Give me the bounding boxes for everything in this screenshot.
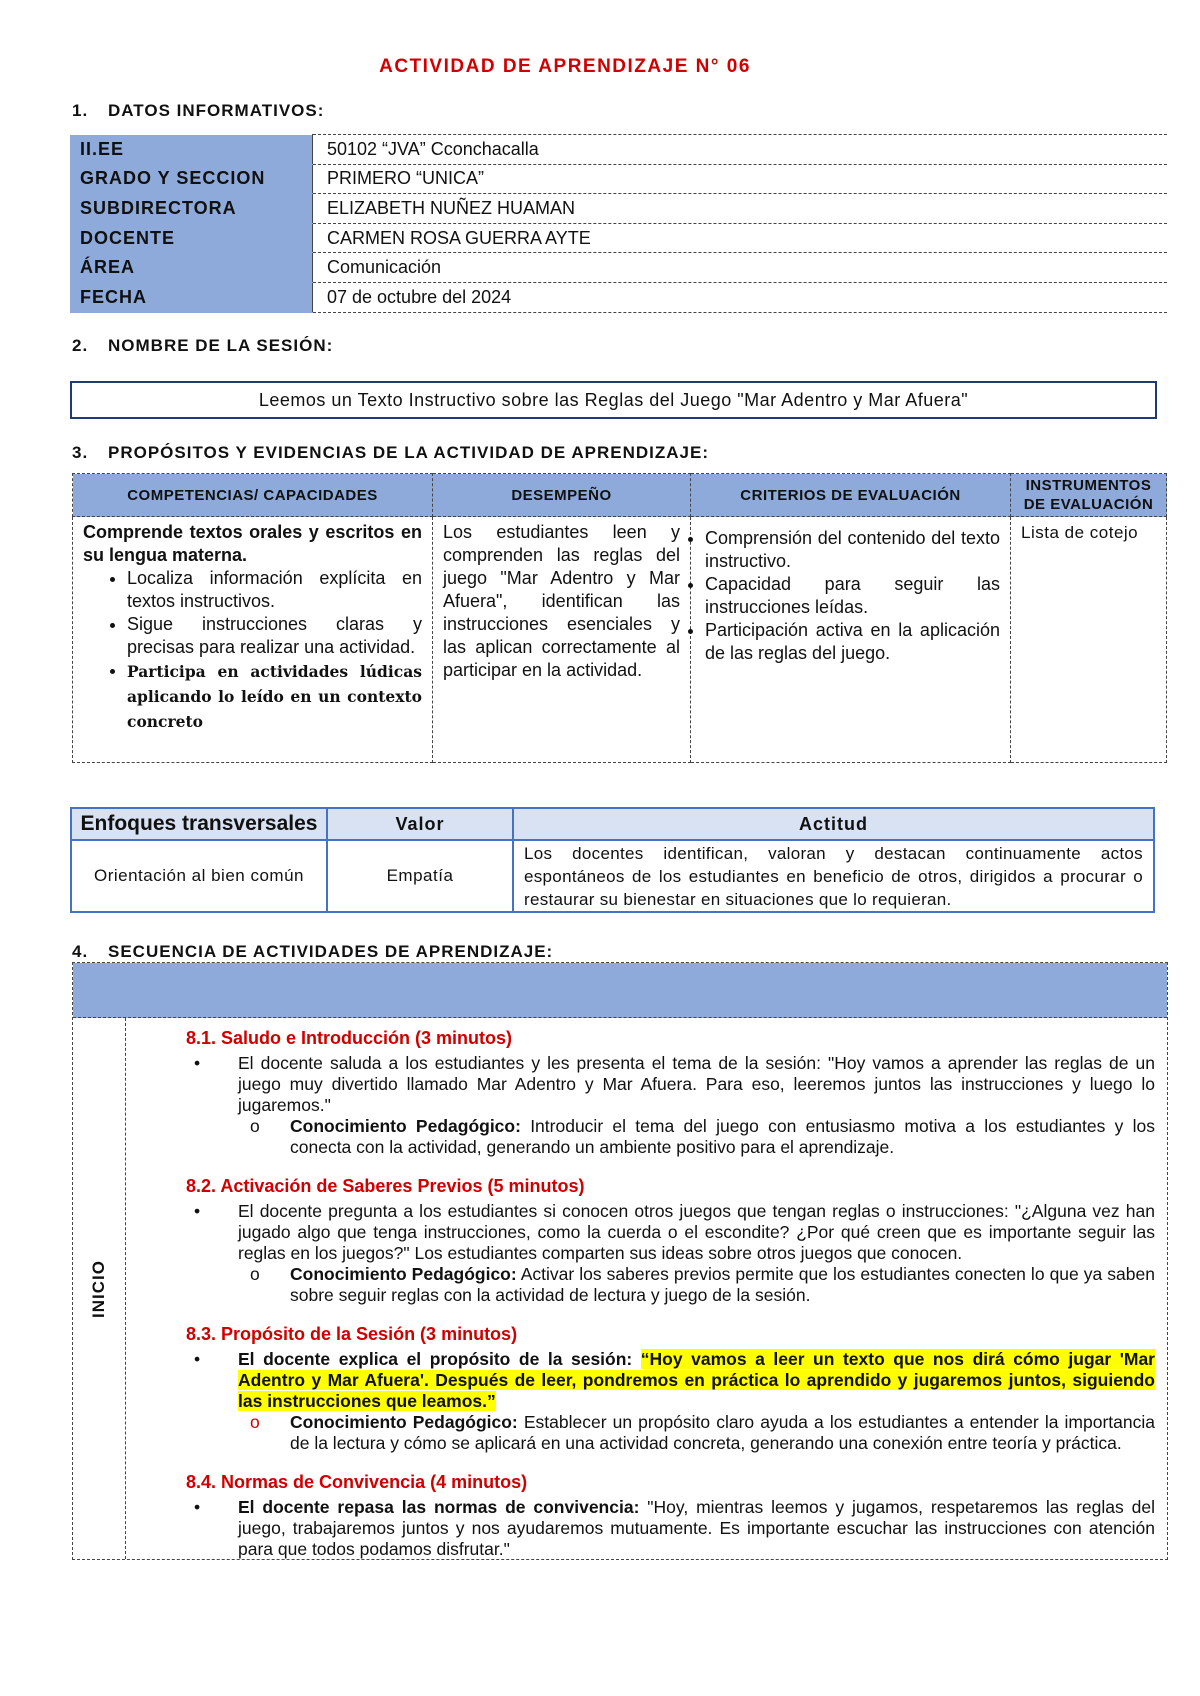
datos-value: Comunicación (313, 253, 1168, 283)
datos-key: GRADO Y SECCION (70, 164, 313, 194)
circle-bullet-icon: o (250, 1264, 260, 1284)
enfoque-cell: Orientación al bien común (71, 840, 327, 912)
table-row (71, 840, 1154, 912)
session-name-box: Leemos un Texto Instructivo sobre las Reglas del Juego "Mar Adentro y Mar Afuera" (70, 381, 1157, 419)
column-header: INSTRUMENTOS DE EVALUACIÓN (1011, 474, 1167, 517)
list-item: • Comprensión del contenido del texto instructivo. (705, 527, 1000, 573)
table-row (70, 135, 1167, 165)
desempeno-cell: Los estudiantes leen y comprenden las reglas del juego "Mar Adentro y Mar Afuera", identifican las instrucciones esenciales y las aplican correctamente al participar en la actividad. (433, 517, 691, 763)
secuencia-table (72, 962, 1168, 1560)
circle-bullet-icon: o (250, 1116, 260, 1136)
activity-block (186, 1472, 1155, 1560)
competencias-cell (73, 517, 433, 763)
datos-key: DOCENTE (70, 223, 313, 253)
bullet-icon: • (194, 1349, 201, 1369)
list-item: • Localiza información explícita en textos instructivos. (127, 567, 422, 613)
list-item: • Capacidad para seguir las instrucciones leídas. (705, 573, 1000, 619)
sub-item: o Conocimiento Pedagógico: Introducir el tema del juego con entusiasmo motiva a los estudiantes y los conecta con la actividad, generando un ambiente positivo para el aprendizaje. (250, 1116, 1155, 1157)
activity-block (186, 1324, 1155, 1454)
list-item: • El docente repasa las normas de convivencia: "Hoy, mientras leemos y jugamos, respetaremos las reglas del juego, trabajaremos juntos y nos ayudaremos mutuamente. Es importante escuchar las instrucciones con atención para que todos podamos disfrutar." (194, 1497, 1155, 1559)
table-header-row (73, 474, 1167, 517)
list-item: • Sigue instrucciones claras y precisas para realizar una actividad. (127, 613, 422, 659)
table-row (70, 164, 1167, 194)
column-header: DESEMPEÑO (433, 474, 691, 517)
section-heading-secuencia: 4. SECUENCIA DE ACTIVIDADES DE APRENDIZAJE: (72, 942, 554, 961)
datos-value: 07 de octubre del 2024 (313, 282, 1168, 312)
section-heading-sesion: 2. NOMBRE DE LA SESIÓN: (72, 336, 334, 355)
bullet-icon: • (194, 1201, 201, 1221)
list-item: • Participa en actividades lúdicas aplicando lo leído en un contexto concreto (127, 659, 422, 734)
column-header: CRITERIOS DE EVALUACIÓN (691, 474, 1011, 517)
column-header: Actitud (513, 808, 1154, 840)
criterios-cell (691, 517, 1011, 763)
document-title: ACTIVIDAD DE APRENDIZAJE N° 06 (379, 56, 751, 77)
datos-value: PRIMERO “UNICA” (313, 164, 1168, 194)
valor-cell: Empatía (327, 840, 513, 912)
table-row (70, 223, 1167, 253)
activity-block (186, 1176, 1155, 1306)
sub-item: o Conocimiento Pedagógico: Establecer un propósito claro ayuda a los estudiantes a entender la importancia de la lectura y cómo se aplicará en una actividad concreta, generando una conexión entre teoría y práctica. (250, 1412, 1155, 1453)
activity-title: 8.3. Propósito de la Sesión (3 minutos) (186, 1324, 518, 1344)
datos-value: CARMEN ROSA GUERRA AYTE (313, 223, 1168, 253)
table-row (73, 517, 1167, 763)
list-item: • Participación activa en la aplicación de las reglas del juego. (705, 619, 1000, 665)
datos-key: SUBDIRECTORA (70, 194, 313, 224)
list-item: • El docente pregunta a los estudiantes si conocen otros juegos que tengan reglas o instrucciones: "¿Alguna vez han jugado algo que tenga instrucciones, como la cuerda o el escondite? ¿Por qué creen que es importante seguir las reglas en los juegos?" Los estudiantes comparten sus ideas sobre otros juegos que conocen. (194, 1201, 1155, 1263)
activity-title: 8.1. Saludo e Introducción (3 minutos) (186, 1028, 513, 1048)
table-header-row (71, 808, 1154, 840)
bullet-icon: • (194, 1497, 201, 1517)
activity-title: 8.2. Activación de Saberes Previos (5 minutos) (186, 1176, 585, 1196)
criterios-list (691, 527, 1000, 665)
competencia-text: Comprende textos orales y escritos en su lengua materna. (83, 522, 422, 565)
datos-key: ÁREA (70, 253, 313, 283)
actitud-cell: Los docentes identifican, valoran y destacan continuamente actos espontáneos de los estudiantes en beneficio de otros, dirigidos a procurar o restaurar su bienestar en situaciones que lo requieran. (513, 840, 1154, 912)
highlighted-quote: “Hoy vamos a leer un texto que nos dirá cómo jugar 'Mar Adentro y Mar Afuera'. Después de leer, pondremos en práctica lo aprendido y jugaremos juntos, siguiendo las instrucciones que leamos.” (238, 1349, 1155, 1411)
datos-informativos-table (70, 134, 1167, 313)
table-row (70, 194, 1167, 224)
moment-label-cell (73, 1018, 125, 1559)
propositos-table (72, 473, 1167, 763)
datos-value: ELIZABETH NUÑEZ HUAMAN (313, 194, 1168, 224)
column-header: Enfoques transversales (71, 808, 327, 840)
circle-bullet-icon: o (250, 1412, 260, 1432)
bullet-icon: • (194, 1053, 201, 1073)
sub-item: o Conocimiento Pedagógico: Activar los saberes previos permite que los estudiantes conecten lo que ya saben sobre seguir reglas con la actividad de lectura y juego de la sesión. (250, 1264, 1155, 1305)
datos-value: 50102 “JVA” Cconchacalla (313, 135, 1168, 165)
datos-key: II.EE (70, 135, 313, 165)
secuencia-content (125, 1018, 1167, 1559)
datos-key: FECHA (70, 282, 313, 312)
table-row (70, 253, 1167, 283)
list-item: • El docente saluda a los estudiantes y les presenta el tema de la sesión: "Hoy vamos a aprender las reglas de un juego muy divertido llamado Mar Adentro y Mar Afuera. Para eso, leeremos juntos las instrucciones y luego lo jugaremos." (194, 1053, 1155, 1115)
section-heading-propositos: 3. PROPÓSITOS Y EVIDENCIAS DE LA ACTIVIDAD DE APRENDIZAJE: (72, 443, 709, 462)
instrumento-cell: Lista de cotejo (1011, 517, 1167, 763)
table-row (70, 282, 1167, 312)
list-item: • El docente explica el propósito de la sesión: “Hoy vamos a leer un texto que nos dirá cómo jugar 'Mar Adentro y Mar Afuera'. Después de leer, pondremos en práctica lo aprendido y jugaremos juntos, siguiendo las instrucciones que leamos.” (194, 1349, 1155, 1411)
column-header: Valor (327, 808, 513, 840)
section-heading-datos: 1. DATOS INFORMATIVOS: (72, 101, 325, 120)
activity-block (186, 1028, 1155, 1158)
capacidades-list (83, 567, 422, 734)
secuencia-header-bar (73, 963, 1167, 1018)
column-header: COMPETENCIAS/ CAPACIDADES (73, 474, 433, 517)
moment-label: INICIO (89, 1259, 108, 1318)
activity-title: 8.4. Normas de Convivencia (4 minutos) (186, 1472, 528, 1492)
enfoques-table (70, 807, 1155, 913)
